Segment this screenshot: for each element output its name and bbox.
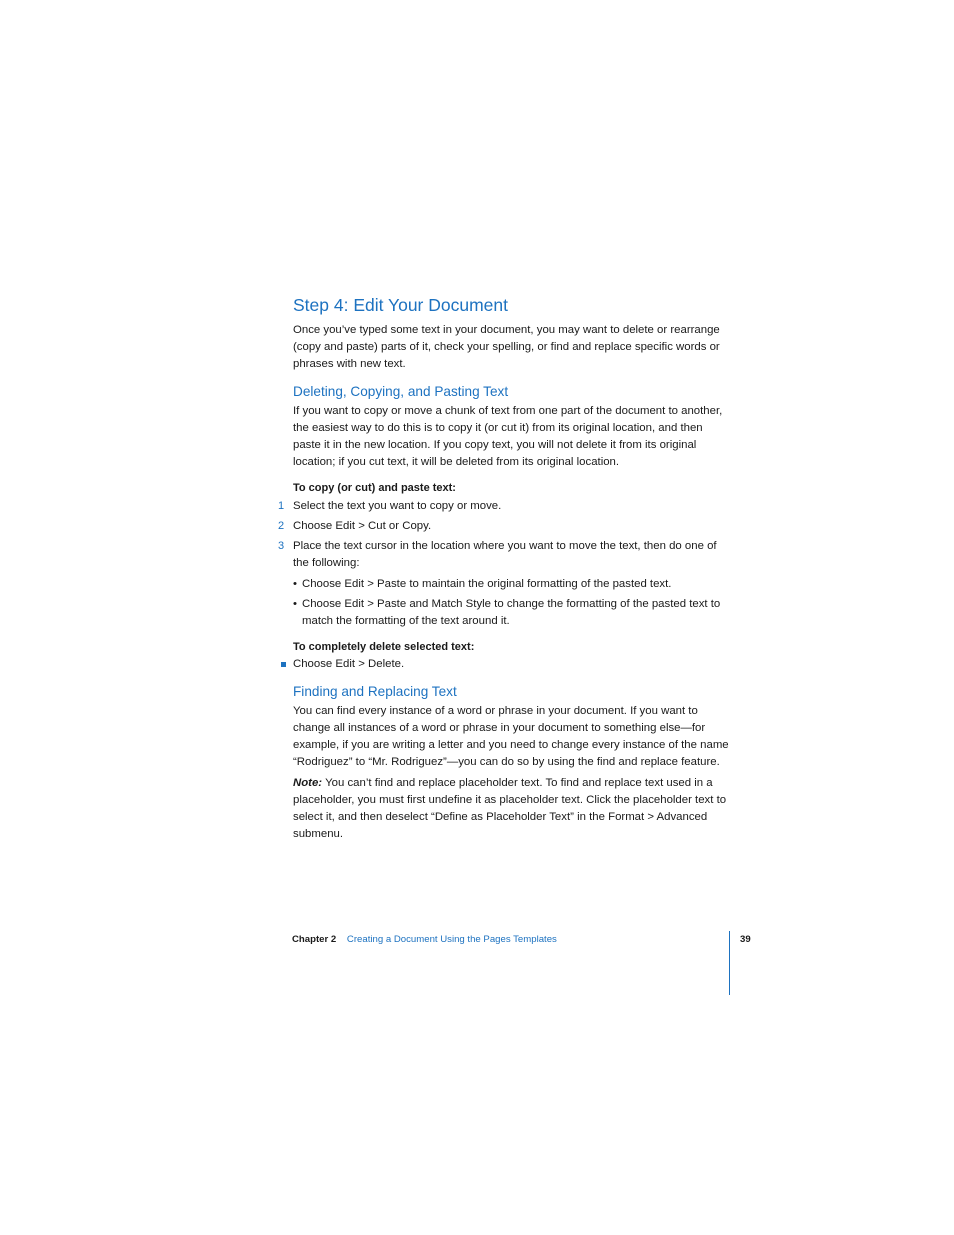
copy-paste-heading: Deleting, Copying, and Pasting Text xyxy=(293,384,509,399)
note-text: You can’t find and replace placeholder text. To find and replace text used in a placeholder, you must first undefine it as placeholder text. Click the placeholder text to select it, and then deselect “Define as Placeholder Text” in the Format > Advanced submenu. xyxy=(293,777,727,840)
delete-step-text: Choose Edit > Delete. xyxy=(293,658,405,670)
bullet-item xyxy=(293,576,733,593)
step-text: Place the text cursor in the location where you want to move the text, then do one of the following: xyxy=(293,540,717,569)
step-item xyxy=(278,518,733,535)
step-item xyxy=(278,498,733,515)
page-content xyxy=(278,294,733,843)
page-footer xyxy=(292,931,557,949)
find-replace-body: You can find every instance of a word or phrase in your document. If you want to change all instances of a word or phrase in your document to something else—for example, if you are writing a letter and you need to change every instance of the name “Rodriguez” to “Mr. Rodriguez”—you can do so by using the find and replace feature. xyxy=(293,705,729,768)
section-intro: Once you’ve typed some text in your document, you may want to delete or rearrange (copy and paste) parts of it, check your spelling, or find and replace specific words or phrases with new text. xyxy=(293,324,720,370)
find-replace-heading: Finding and Replacing Text xyxy=(293,684,457,699)
footer-divider xyxy=(729,931,730,995)
paste-options-list xyxy=(293,576,733,630)
bullet-marker: • xyxy=(293,578,297,590)
step-text: Select the text you want to copy or move. xyxy=(293,500,502,512)
chapter-label: Chapter 2 xyxy=(292,934,337,945)
copy-paste-steps xyxy=(278,498,733,572)
copy-paste-body: If you want to copy or move a chunk of text from one part of the document to another, the easiest way to do this is to copy it (or cut it) from its original location, and then paste it in the new location. If you copy text, you will not delete it from its original location; if you cut text, it will be deleted from its original location. xyxy=(293,405,723,468)
step-number: 1 xyxy=(278,500,285,512)
note-paragraph xyxy=(293,775,733,843)
step-item xyxy=(278,538,733,572)
delete-task-label: To completely delete selected text: xyxy=(293,641,475,653)
delete-step xyxy=(293,656,733,673)
step-number: 2 xyxy=(278,520,285,532)
step-text: Choose Edit > Cut or Copy. xyxy=(293,520,432,532)
square-bullet-icon xyxy=(281,662,286,667)
step-number: 3 xyxy=(278,540,285,552)
copy-paste-task-label: To copy (or cut) and paste text: xyxy=(293,482,456,494)
bullet-item xyxy=(293,596,733,630)
chapter-title: Creating a Document Using the Pages Templates xyxy=(346,934,557,945)
bullet-text: Choose Edit > Paste and Match Style to change the formatting of the pasted text to match the formatting of the text around it. xyxy=(302,598,721,627)
bullet-marker: • xyxy=(293,598,297,610)
section-title: Step 4: Edit Your Document xyxy=(293,295,508,315)
note-label: Note: xyxy=(293,777,323,789)
page-number: 39 xyxy=(740,934,751,945)
bullet-text: Choose Edit > Paste to maintain the original formatting of the pasted text. xyxy=(302,578,672,590)
